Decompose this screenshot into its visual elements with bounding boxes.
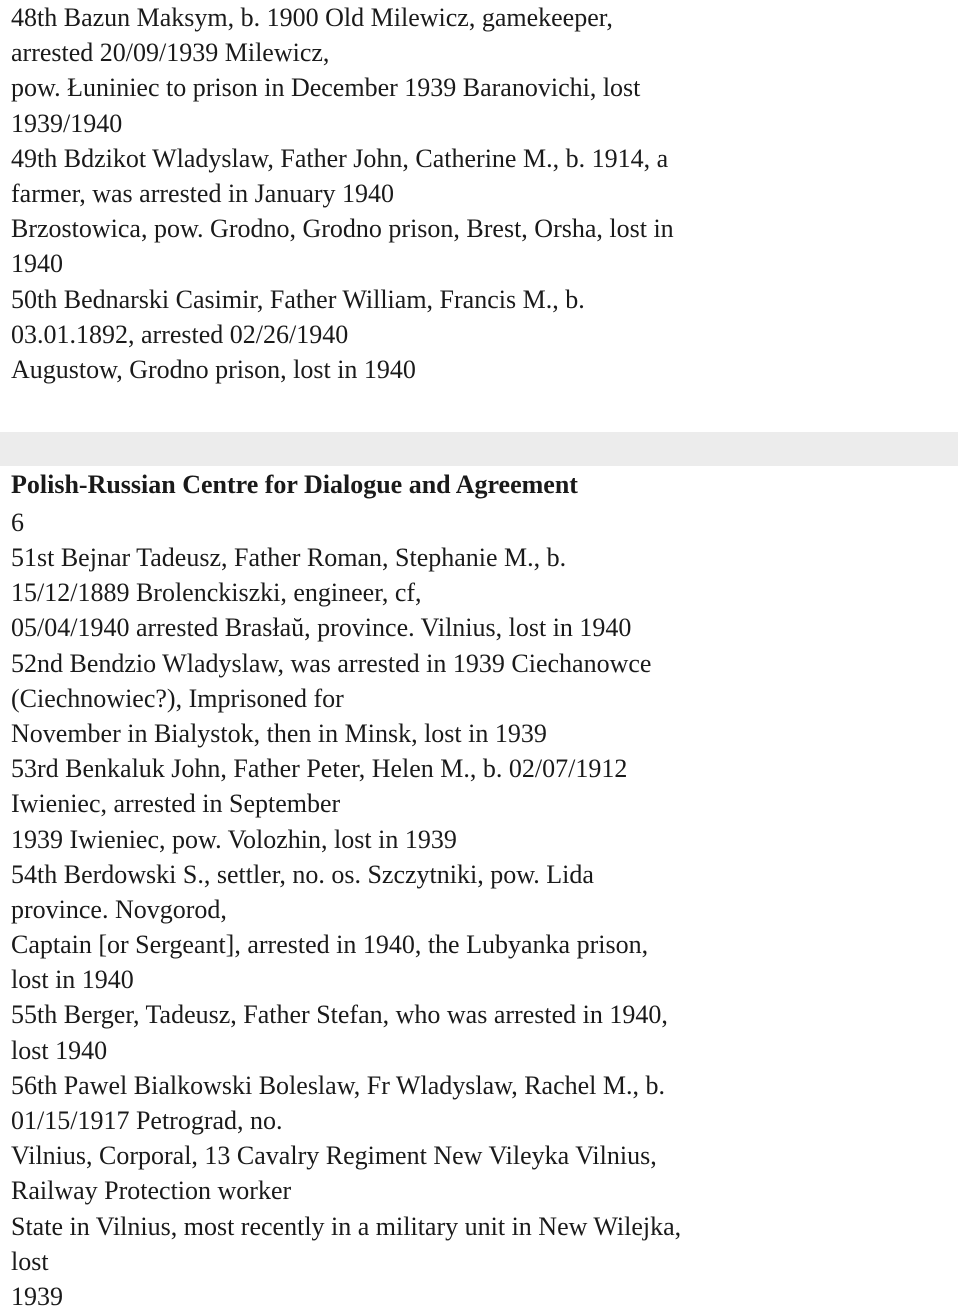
page-number: 6 <box>11 508 24 537</box>
text-line: 1940 <box>11 249 63 279</box>
text-line: province. Novgorod, <box>11 894 227 924</box>
text-line: November in Bialystok, then in Minsk, lost in 1939 <box>11 718 547 748</box>
text-line: pow. Łuniniec to prison in December 1939 Baranovichi, lost <box>11 73 641 103</box>
text-line: 56th Pawel Bialkowski Boleslaw, Fr Wladyslaw, Rachel M., b. <box>11 1070 666 1100</box>
text-line: Captain [or Sergeant], arrested in 1940, the Lubyanka prison, <box>11 930 649 960</box>
text-line: lost <box>11 1246 49 1276</box>
page-header: Polish-Russian Centre for Dialogue and Agreement <box>11 470 578 499</box>
text-line: 49th Bdzikot Wladyslaw, Father John, Catherine M., b. 1914, a <box>11 143 669 173</box>
text-line: 03.01.1892, arrested 02/26/1940 <box>11 319 349 349</box>
text-line: (Ciechnowiec?), Imprisoned for <box>11 683 344 713</box>
text-line: 01/15/1917 Petrograd, no. <box>11 1106 283 1135</box>
text-line: 1939 Iwieniec, pow. Volozhin, lost in 1939 <box>11 824 457 854</box>
text-line: 1939 <box>11 1281 63 1311</box>
text-line: farmer, was arrested in January 1940 <box>11 178 395 208</box>
text-block-top <box>11 0 951 387</box>
text-line: 53rd Benkaluk John, Father Peter, Helen M., b. 02/07/1912 <box>11 754 628 784</box>
text-line: State in Vilnius, most recently in a military unit in New Wilejka, <box>11 1211 682 1241</box>
text-line: 55th Berger, Tadeusz, Father Stefan, who was arrested in 1940, <box>11 1000 668 1030</box>
text-block-bottom <box>11 540 951 1314</box>
text-line: Augustow, Grodno prison, lost in 1940 <box>11 354 416 384</box>
text-line: 1939/1940 <box>11 108 123 138</box>
text-line: 54th Berdowski S., settler, no. os. Szczytniki, pow. Lida <box>11 859 594 889</box>
text-line: 50th Bednarski Casimir, Father William, Francis M., b. <box>11 284 585 314</box>
text-line: 48th Bazun Maksym, b. 1900 Old Milewicz, gamekeeper, <box>11 3 613 32</box>
text-line: Railway Protection worker <box>11 1176 292 1206</box>
page-break-divider <box>0 432 958 466</box>
text-line: Iwieniec, arrested in September <box>11 789 341 819</box>
text-line: Vilnius, Corporal, 13 Cavalry Regiment New Vileyka Vilnius, <box>11 1141 657 1171</box>
text-line: lost 1940 <box>11 1035 108 1065</box>
text-line: 15/12/1889 Brolenckiszki, engineer, cf, <box>11 578 422 608</box>
text-line: 52nd Bendzio Wladyslaw, was arrested in 1939 Ciechanowce <box>11 648 652 678</box>
text-line: 05/04/1940 arrested Brasłaŭ, province. Vilnius, lost in 1940 <box>11 613 632 643</box>
text-line: lost in 1940 <box>11 965 134 995</box>
text-line: 51st Bejnar Tadeusz, Father Roman, Stephanie M., b. <box>11 543 567 572</box>
text-line: arrested 20/09/1939 Milewicz, <box>11 38 330 68</box>
text-line: Brzostowica, pow. Grodno, Grodno prison, Brest, Orsha, lost in <box>11 214 674 244</box>
